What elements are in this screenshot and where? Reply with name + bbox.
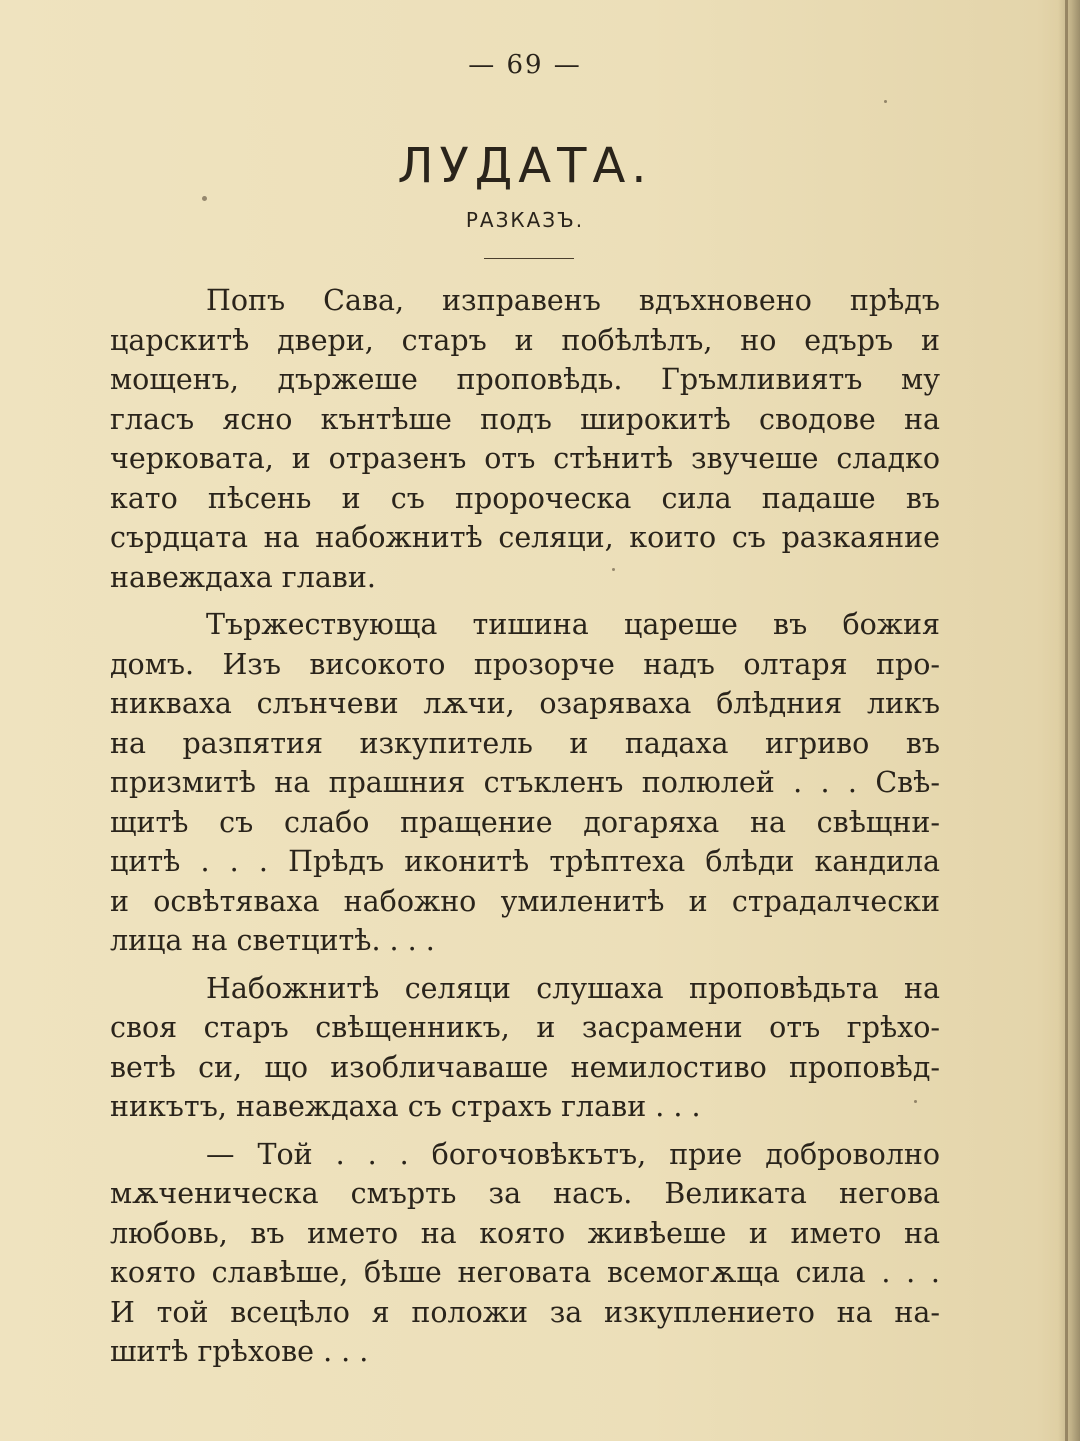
story-title: ЛУДАТА. (397, 138, 653, 194)
text-line: любовь, въ името на която живѣеше и името на (110, 1216, 940, 1250)
paper-speck (612, 568, 615, 571)
text-line: навеждаха глави. (110, 560, 376, 594)
paragraph (110, 1135, 940, 1372)
text-line: на разпятия изкупитель и падаха игриво въ (110, 726, 940, 760)
paragraph (110, 605, 940, 961)
text-line: Тържествующа тишина цареше въ божия (206, 608, 940, 641)
story-body (110, 281, 940, 1380)
title-divider (484, 258, 574, 259)
paper-speck (884, 100, 887, 103)
text-line: Набожнитѣ селяци слушаха проповѣдьта на (206, 971, 940, 1005)
text-line: лица на светцитѣ. . . . (110, 924, 435, 957)
text-line: щитѣ съ слабо пращение догаряха на свѣщни- (110, 805, 940, 839)
text-line: като пѣсень и съ пророческа сила падаше въ (110, 481, 940, 515)
text-line: никваха слънчеви лѫчи, озаряваха блѣдния ликъ (110, 687, 940, 720)
text-line: — Той . . . богочовѣкътъ, прие доброволно (206, 1137, 940, 1171)
page-edge-shadow (1058, 0, 1080, 1441)
text-line: шитѣ грѣхове . . . (110, 1335, 369, 1368)
text-line: ветѣ си, що изобличаваше немилостиво проповѣд- (110, 1050, 940, 1084)
text-line: цитѣ . . . Прѣдъ иконитѣ трѣптеха блѣди кандила (110, 845, 940, 878)
text-line: мѫченическа смърть за насъ. Великата негова (110, 1177, 940, 1210)
story-subtitle: РАЗКАЗЪ. (465, 208, 585, 232)
paragraph (110, 281, 940, 597)
paper-speck (202, 196, 207, 201)
text-line: която славѣше, бѣше неговата всемогѫща сила . . . (110, 1256, 940, 1289)
text-line: мощенъ, държеше проповѣдь. Гръмливиятъ му (110, 363, 940, 396)
text-line: Попъ Сава, изправенъ вдъхновено прѣдъ (206, 284, 940, 317)
text-line: И той всецѣло я положи за изкуплението на на- (110, 1295, 940, 1329)
text-line: гласъ ясно кънтѣше подъ широкитѣ сводове на (110, 402, 940, 436)
text-line: царскитѣ двери, старъ и побѣлѣлъ, но едъръ и (110, 323, 940, 357)
text-line: призмитѣ на прашния стъкленъ полюлей . . . Свѣ- (110, 766, 940, 799)
text-line: сърдцата на набожнитѣ селяци, които съ разкаяние (110, 521, 940, 554)
text-line: домъ. Изъ високото прозорче надъ олтаря про- (110, 647, 940, 681)
text-line: и освѣтяваха набожно умиленитѣ и страдалчески (110, 884, 940, 918)
text-line: никътъ, навеждаха съ страхъ глави . . . (110, 1090, 701, 1123)
page-number: — 69 — (468, 50, 582, 80)
page-edge-line (1065, 0, 1068, 1441)
paragraph (110, 969, 940, 1127)
text-line: своя старъ свѣщенникъ, и засрамени отъ грѣхо- (110, 1011, 940, 1044)
text-line: черковата, и отразенъ отъ стѣнитѣ звучеше сладко (110, 442, 940, 475)
paper-speck (914, 1100, 917, 1103)
